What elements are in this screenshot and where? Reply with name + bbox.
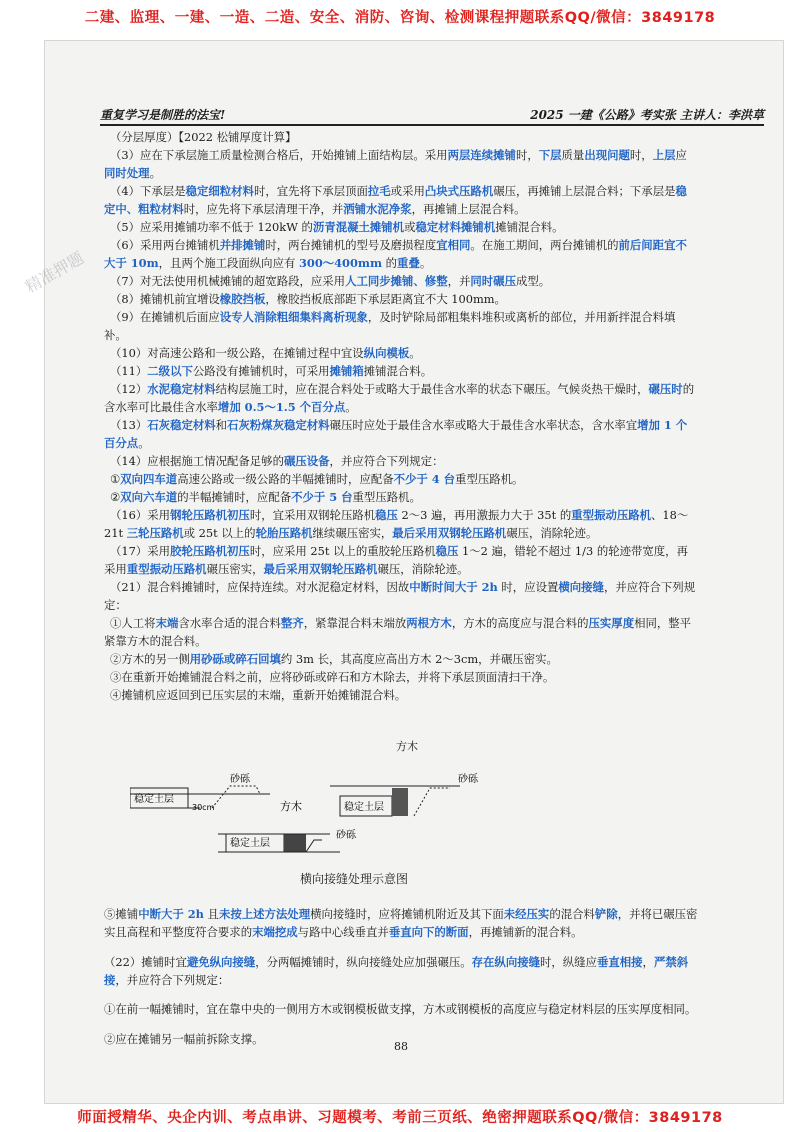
text-run: （11）	[110, 364, 148, 378]
highlight-text: 上层	[652, 148, 676, 162]
highlight-text: 胶轮压路机初压	[170, 544, 250, 558]
label-stable-3: 稳定土层	[230, 838, 270, 849]
paragraph	[104, 236, 698, 272]
highlight-text: 铲除	[594, 907, 618, 922]
highlight-text: 摊铺箱	[329, 364, 364, 378]
text-run: 或采用	[390, 184, 425, 198]
highlight-text: 碾压设备	[283, 454, 330, 468]
text-run: 。	[345, 400, 357, 414]
highlight-text: 凸块式压路机	[424, 184, 494, 198]
highlight-text: 末端挖成	[252, 925, 298, 940]
text-run: 的混合料	[549, 907, 595, 922]
paragraph	[104, 308, 698, 344]
highlight-text: 橡胶挡板	[219, 292, 266, 306]
highlight-text: 洒铺水泥净浆	[343, 202, 412, 216]
text-run: 的	[382, 256, 398, 270]
text-run: 继续碾压密实，	[312, 526, 393, 540]
text-run: ，并	[447, 274, 471, 288]
label-gravel-1: 砂砾	[230, 774, 250, 785]
bottom-banner: 师面授精华、央企内训、考点串讲、习题模考、考前三页纸、绝密押题联系QQ/微信：3849178	[77, 1110, 723, 1126]
text-run: （3）应在下承层施工质量检测合格后，开始摊铺上面结构层。采用	[110, 148, 448, 162]
text-run: ④摊铺机应返回到已压实层的末端，重新开始摊铺混合料。	[110, 688, 407, 702]
text-run: 时，应设置	[497, 580, 559, 594]
highlight-text: 未经压实	[503, 907, 550, 922]
highlight-text: 横向接缝	[558, 580, 604, 594]
main-text	[104, 128, 698, 704]
text-run: 时，	[515, 148, 539, 162]
paragraph	[104, 272, 698, 290]
highlight-text: 不少于 4 台	[393, 472, 456, 486]
text-run: ②	[110, 490, 121, 504]
text-run: 碾压，消除轮迹。	[506, 526, 598, 540]
text-run: （9）在摊铺机后面应	[110, 310, 220, 324]
text-run: ，并应符合下列规定：	[115, 972, 230, 987]
highlight-text: 增加 0.5～1.5 个百分点	[217, 400, 346, 414]
text-run: ，并应符合下列规定：	[104, 580, 696, 612]
highlight-text: 整齐	[280, 616, 304, 630]
text-run: 横向接缝时，应将摊铺机附近及其下面	[310, 907, 504, 922]
paragraph	[104, 470, 698, 488]
text-run: 。	[419, 256, 432, 270]
text-run: （分层厚度）【2022 松铺厚度计算】	[110, 130, 297, 144]
paragraph	[104, 362, 698, 380]
text-run: ，再摊铺上层混合料。	[411, 202, 526, 216]
text-run: 时，	[629, 148, 653, 162]
text-run: 含水率合适的混合料	[178, 616, 281, 630]
text-run: ①	[110, 472, 121, 486]
highlight-text: 垂直向下的断面	[388, 925, 469, 940]
highlight-text: 压实厚度	[588, 616, 635, 630]
text-run: 应	[675, 148, 687, 162]
text-run: ⑤摊铺	[104, 907, 139, 922]
text-run: （17）采用	[110, 544, 171, 558]
text-run: 摊铺混合料。	[495, 220, 564, 234]
text-run: （6）采用两台摊铺机	[110, 238, 220, 252]
paragraph	[104, 416, 698, 452]
highlight-text: 人工同步摊铺、修整	[345, 274, 448, 288]
highlight-text: 碾压时	[648, 382, 683, 396]
highlight-text: 设专人消除粗细集料离析现象	[219, 310, 368, 324]
paragraph	[104, 290, 698, 308]
paragraph	[104, 488, 698, 506]
text-run: 质量	[561, 148, 585, 162]
highlight-text: 沥青混凝土摊铺机	[312, 220, 405, 234]
paragraph	[104, 146, 698, 182]
text-run: 碾压，消除轮迹。	[377, 562, 469, 576]
text-run: 约 3m 长，其高度应高出方木 2～3cm，并碾压密实。	[280, 652, 558, 666]
text-run: （5）应采用摊铺功率不低于 120kW 的	[110, 220, 313, 234]
text-run: ，及时铲除局部粗集料堆积或离析的部位，并用新拌混合料填补。	[104, 310, 676, 342]
text-run: 。	[138, 436, 150, 450]
highlight-text: 轮胎压路机	[255, 526, 313, 540]
highlight-text: 最后采用双钢轮压路机	[263, 562, 378, 576]
highlight-text: 300～400mm	[298, 256, 383, 270]
highlight-text: 两层连续摊铺	[447, 148, 516, 162]
text-run: ，并应符合下列规定：	[329, 454, 444, 468]
highlight-text: 垂直相接	[596, 954, 643, 969]
text-run: 2～3 遍，再用激振力大于 35t 的	[397, 508, 572, 522]
highlight-text: 两根方木	[406, 616, 452, 630]
text-run: ①人工将	[110, 616, 156, 630]
text-run: 相同，整平紧靠方木的混合料。	[104, 616, 692, 648]
gravel-slope-2	[414, 788, 450, 816]
highlight-text: 未按上述方法处理	[218, 907, 311, 922]
label-gravel-2: 砂砾	[458, 774, 478, 785]
text-run: 或	[404, 220, 416, 234]
label-stable-1: 稳定土层	[134, 794, 174, 805]
highlight-text: 中断大于 2h	[138, 907, 204, 922]
text-run: 的半幅摊铺时，应配备	[177, 490, 292, 504]
text-run: 或 25t 以上的	[183, 526, 256, 540]
paragraph	[104, 905, 698, 941]
highlight-text: 不少于 5 台	[291, 490, 353, 504]
text-run: 1～2 遍，错轮不超过 1/3 的轮迹带宽度，再采用	[104, 544, 688, 576]
highlight-text: 中断时间大于 2h	[409, 580, 498, 594]
highlight-text: 三轮压路机	[126, 526, 184, 540]
highlight-text: 增加 1 个百分点	[104, 418, 688, 450]
text-run: 时，纵缝应	[540, 954, 597, 969]
page-number: 88	[394, 1040, 408, 1053]
text-run: （22）摊铺时宜	[104, 954, 187, 969]
highlight-text: 稳压	[435, 544, 459, 558]
highlight-text: 双向六车道	[120, 490, 178, 504]
header-motto: 重复学习是制胜的法宝!	[100, 108, 226, 122]
text-run: ，分两幅摊铺时，纵向接缝处应加强碾压。	[255, 954, 472, 969]
text-run: （21）混合料摊铺时，应保持连续。对水泥稳定材料，因故	[110, 580, 410, 594]
gravel-slope-1	[212, 786, 260, 808]
paragraph	[104, 686, 698, 704]
page-header	[100, 104, 764, 126]
text-run: 。	[149, 166, 161, 180]
highlight-text: 钢轮压路机初压	[170, 508, 250, 522]
text-run: （12）	[110, 382, 148, 396]
paragraph	[104, 953, 698, 989]
text-run: ，紧靠混合料末端放	[303, 616, 407, 630]
highlight-text: 最后采用双钢轮压路机	[392, 526, 507, 540]
paragraph	[104, 380, 698, 416]
highlight-text: 拉毛	[367, 184, 391, 198]
highlight-text: 下层	[538, 148, 562, 162]
text-run: 碾压时应处于最佳含水率或略大于最佳含水率状态，含水率宜	[329, 418, 638, 432]
text-run: 与路中心线垂直并	[297, 925, 389, 940]
highlight-text: 重型振动压路机	[571, 508, 652, 522]
text-run: （4）下承层是	[110, 184, 186, 198]
highlight-text: 重叠	[397, 256, 420, 270]
diagram-title: 方木	[396, 740, 418, 753]
header-course: 2025 一建《公路》考实张 主讲人：李洪草	[530, 108, 764, 122]
text-run: 时，应先将下承层清理干净，并	[183, 202, 344, 216]
text-run: （7）对无法使用机械摊铺的超宽路段，应采用	[110, 274, 346, 288]
paragraph	[104, 650, 698, 668]
highlight-text: 石灰粉煤灰稳定材料	[227, 418, 330, 432]
highlight-text: 同时处理	[104, 166, 150, 180]
lower-text	[104, 894, 698, 1059]
paragraph	[104, 452, 698, 470]
text-run: （14）应根据施工情况配备足够的	[110, 454, 284, 468]
top-banner: 二建、监理、一建、一造、二造、安全、消防、咨询、检测课程押题联系QQ/微信：3849178	[84, 10, 716, 26]
label-timber: 方木	[280, 800, 302, 813]
text-run: ②方木的另一侧	[110, 652, 190, 666]
text-run: （13）	[110, 418, 148, 432]
highlight-text: 稳定中、粗粒材料	[104, 184, 687, 216]
timber-block-2	[284, 834, 306, 852]
highlight-text: 用砂砾或碎石回填	[189, 652, 281, 666]
label-gravel-3: 砂砾	[336, 830, 356, 841]
paragraph	[104, 344, 698, 362]
text-run: 结构层施工时，应在混合料处于或略大于最佳含水率的状态下碾压。气候炎热干燥时，	[215, 382, 649, 396]
text-run: 且	[203, 907, 219, 922]
paragraph	[104, 542, 698, 578]
text-run: 公路没有摊铺机时，可采用	[192, 364, 330, 378]
paragraph	[104, 1000, 698, 1018]
text-run: 重型压路机。	[352, 490, 421, 504]
text-run: 时，宜采用双钢轮压路机	[249, 508, 376, 522]
text-run: （8）摊铺机前宜增设	[110, 292, 220, 306]
text-run: 。	[409, 346, 421, 360]
watermark: 精准押题	[22, 248, 87, 297]
highlight-text: 纵向模板	[363, 346, 410, 360]
highlight-text: 末端	[155, 616, 179, 630]
highlight-text: 重型振动压路机	[126, 562, 207, 576]
text-run: ，再摊铺新的混合料。	[468, 925, 583, 940]
highlight-text: 稳定材料摊铺机	[415, 220, 496, 234]
text-run: ①在前一幅摊铺时，宜在靠中央的一侧用方木或钢模板做支撑，方木或钢模板的高度应与稳定材料层的压实厚度相同。	[104, 1002, 697, 1017]
text-run: 高速公路或一级公路的半幅摊铺时，应配备	[177, 472, 394, 486]
text-run: （10）对高速公路和一级公路，在摊铺过程中宜设	[110, 346, 364, 360]
text-run: ，橡胶挡板底部距下承层距离宜不大 100mm。	[265, 292, 506, 306]
text-run: ②应在摊铺另一幅前拆除支撑。	[104, 1031, 264, 1046]
highlight-text: 并排摊铺	[219, 238, 266, 252]
highlight-text: 水泥稳定材料	[147, 382, 216, 396]
highlight-text: 稳定细粒材料	[185, 184, 254, 198]
text-run: ，	[642, 954, 654, 969]
highlight-text: 严禁斜接	[104, 954, 689, 987]
highlight-text: 石灰稳定材料	[147, 418, 216, 432]
paragraph	[104, 182, 698, 218]
paragraph	[104, 578, 698, 614]
highlight-text: 双向四车道	[120, 472, 178, 486]
highlight-text: 存在纵向接缝	[471, 954, 540, 969]
text-run: ，方木的高度应与混合料的	[451, 616, 589, 630]
text-run: 。在施工期间，两台摊铺机的	[470, 238, 619, 252]
text-run: 的含水率可比最佳含水率	[104, 382, 695, 414]
highlight-text: 二级以下	[147, 364, 193, 378]
highlight-text: 避免纵向接缝	[186, 954, 256, 969]
text-run: 时，宜先将下承层顶面	[253, 184, 368, 198]
text-run: ③在重新开始摊铺混合料之前，应将砂砾或碎石和方木除去，并将下承层顶面清扫干净。	[110, 670, 555, 684]
paragraph	[104, 128, 698, 146]
label-stable-2: 稳定土层	[344, 802, 384, 813]
paragraph	[104, 668, 698, 686]
text-run: 碾压，再摊铺上层混合料；下承层是	[493, 184, 676, 198]
text-run: 成型。	[515, 274, 551, 288]
diagram-caption: 横向接缝处理示意图	[300, 872, 409, 886]
text-run: 重型压路机。	[455, 472, 524, 486]
paragraph	[104, 218, 698, 236]
highlight-text: 稳压	[375, 508, 398, 522]
text-run: ，且两个施工段面纵向应有	[158, 256, 299, 270]
highlight-text: 前后间距宜不大于 10m	[104, 238, 687, 270]
text-run: 、18～21t	[104, 508, 689, 540]
text-run: ，并将已碾压密实且高程和平整度符合要求的	[104, 907, 698, 940]
highlight-text: 出现问题	[584, 148, 630, 162]
text-run: 摊铺混合料。	[363, 364, 433, 378]
label-dim: 30cm	[192, 803, 215, 812]
timber-block-1	[392, 788, 408, 816]
paragraph	[104, 614, 698, 650]
text-run: 碾压密实，	[206, 562, 264, 576]
joint-diagram	[130, 738, 590, 888]
text-run: 和	[215, 418, 228, 432]
text-run: （16）采用	[110, 508, 171, 522]
text-run: 时，应采用 25t 以上的重胶轮压路机	[249, 544, 436, 558]
highlight-text: 同时碾压	[470, 274, 516, 288]
diagram-drawing	[130, 738, 590, 868]
text-run: 时，两台摊铺机的型号及磨损程度	[265, 238, 437, 252]
highlight-text: 宜相同	[436, 238, 471, 252]
paragraph	[104, 506, 698, 542]
